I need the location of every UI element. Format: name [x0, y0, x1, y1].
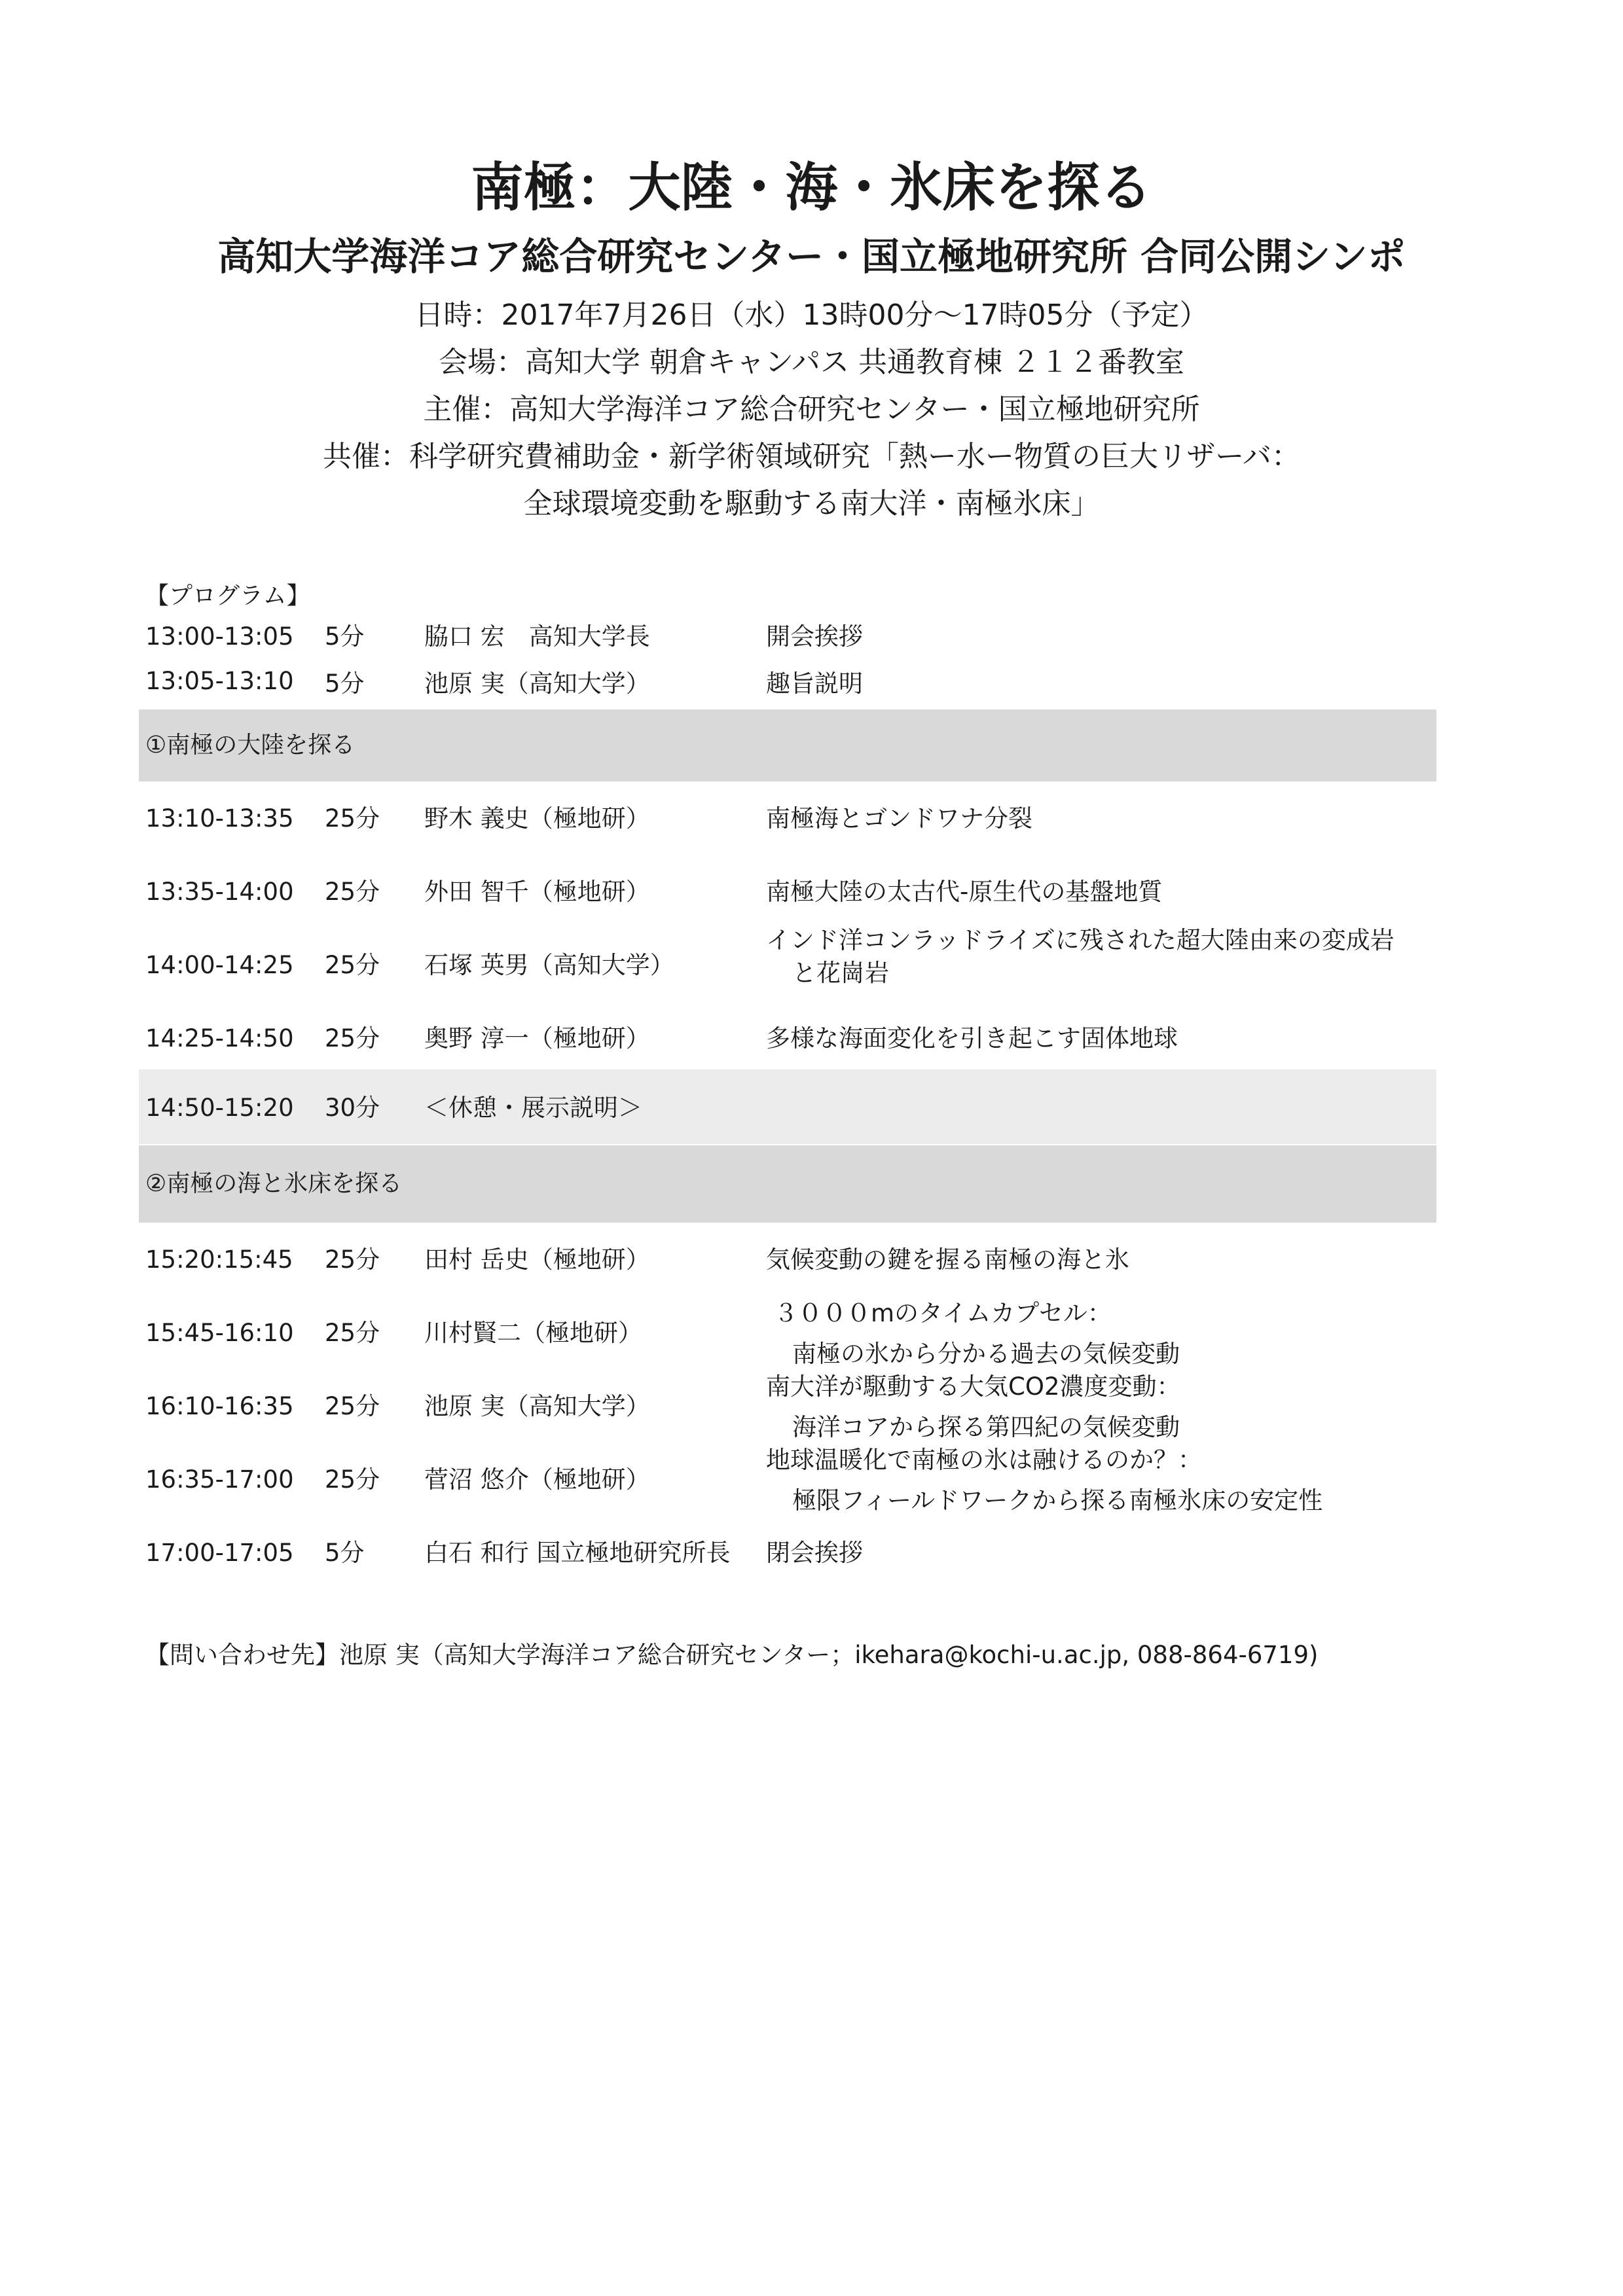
row-speaker: 石塚 英男（高知大学） [424, 951, 674, 979]
row-time: 14:50-15:20 [145, 1094, 294, 1122]
event-organizer: 主催：高知大学海洋コア総合研究センター・国立極地研究所 [423, 393, 1200, 426]
row-title-main: ３０００mのタイムカプセル： [774, 1299, 1112, 1327]
row-duration: 25分 [325, 878, 380, 906]
row-time: 16:35-17:00 [145, 1465, 294, 1494]
row-time: 17:00-17:05 [145, 1539, 294, 1567]
event-datetime: 日時：2017年7月26日（水）13時00分～17時05分（予定） [414, 298, 1209, 332]
contact-info: 【問い合わせ先】池原 実（高知大学海洋コア総合研究センター；ikehara@kochi-u.ac.jp, 088-864-6719) [145, 1641, 1319, 1669]
row-time: 13:35-14:00 [145, 878, 294, 906]
row-title [766, 1371, 1181, 1444]
program-heading: 【プログラム】 [145, 583, 310, 609]
row-time: 16:10-16:35 [145, 1392, 294, 1420]
row-title-main: 地球温暖化で南極の氷は融けるのか？： [766, 1446, 1202, 1474]
row-duration: 25分 [325, 1246, 380, 1274]
row-duration: 25分 [325, 1319, 380, 1347]
page-title: 南極：大陸・海・氷床を探る [471, 157, 1152, 218]
row-speaker: 白石 和行 国立極地研究所長 [424, 1539, 731, 1567]
row-speaker: 池原 実（高知大学） [424, 670, 650, 698]
row-duration: 25分 [325, 1465, 380, 1494]
row-title: 閉会挨拶 [766, 1539, 863, 1567]
row-time: 14:00-14:25 [145, 951, 294, 979]
row-duration: 25分 [325, 804, 380, 833]
row-duration: 25分 [325, 1024, 380, 1052]
row-duration: 30分 [325, 1094, 380, 1122]
row-title: 開会挨拶 [766, 622, 863, 651]
row-speaker: 池原 実（高知大学） [424, 1392, 650, 1420]
row-time: 14:25-14:50 [145, 1024, 294, 1052]
row-duration: 5分 [325, 670, 365, 698]
row-duration: 25分 [325, 951, 380, 979]
row-time: 13:10-13:35 [145, 804, 294, 833]
row-title: 南極大陸の太古代-原生代の基盤地質 [766, 878, 1163, 906]
row-title: 趣旨説明 [766, 670, 863, 698]
row-title-sub: 海洋コアから探る第四紀の気候変動 [792, 1413, 1180, 1441]
row-title [766, 924, 1395, 990]
row-duration: 25分 [325, 1392, 380, 1420]
row-title-sub: と花崗岩 [792, 959, 889, 987]
row-title: 気候変動の鍵を握る南極の海と氷 [766, 1246, 1129, 1274]
row-speaker: 川村賢二（極地研） [424, 1319, 642, 1347]
row-title-sub: 南極の氷から分かる過去の気候変動 [792, 1340, 1180, 1368]
row-title-main: インド洋コンラッドライズに残された超大陸由来の変成岩 [766, 926, 1395, 954]
break-label: ＜休憩・展示説明＞ [424, 1094, 642, 1122]
event-cosponsor-line2: 全球環境変動を駆動する南大洋・南極氷床」 [523, 487, 1100, 520]
row-speaker: 奥野 淳一（極地研） [424, 1024, 650, 1052]
event-cosponsor-line1: 共催：科学研究費補助金・新学術領域研究「熱ー水ー物質の巨大リザーバ： [323, 440, 1300, 473]
row-time: 15:45-16:10 [145, 1319, 294, 1347]
section-label: ②南極の海と氷床を探る [145, 1170, 403, 1197]
row-speaker: 脇口 宏 高知大学長 [424, 622, 650, 651]
row-title [766, 1297, 1180, 1371]
row-time: 15:20:15:45 [145, 1246, 293, 1274]
row-title: 多様な海面変化を引き起こす固体地球 [766, 1024, 1178, 1052]
row-speaker: 田村 岳史（極地研） [424, 1246, 650, 1274]
row-title-main: 南大洋が駆動する大気CO2濃度変動： [766, 1372, 1181, 1401]
event-venue: 会場：高知大学 朝倉キャンパス 共通教育棟 ２１２番教室 [439, 346, 1184, 379]
row-time: 13:00-13:05 [145, 622, 294, 651]
row-speaker: 菅沼 悠介（極地研） [424, 1465, 650, 1494]
row-title-sub: 極限フィールドワークから探る南極氷床の安定性 [792, 1486, 1323, 1515]
row-speaker: 野木 義史（極地研） [424, 804, 650, 833]
row-title: 南極海とゴンドワナ分裂 [766, 804, 1032, 833]
row-title [766, 1444, 1322, 1517]
row-duration: 5分 [325, 1539, 365, 1567]
row-time: 13:05-13:10 [145, 667, 294, 695]
page-subtitle: 高知大学海洋コア総合研究センター・国立極地研究所 合同公開シンポ [217, 234, 1406, 279]
row-duration: 5分 [325, 622, 365, 651]
row-speaker: 外田 智千（極地研） [424, 878, 650, 906]
section-label: ①南極の大陸を探る [145, 732, 356, 759]
